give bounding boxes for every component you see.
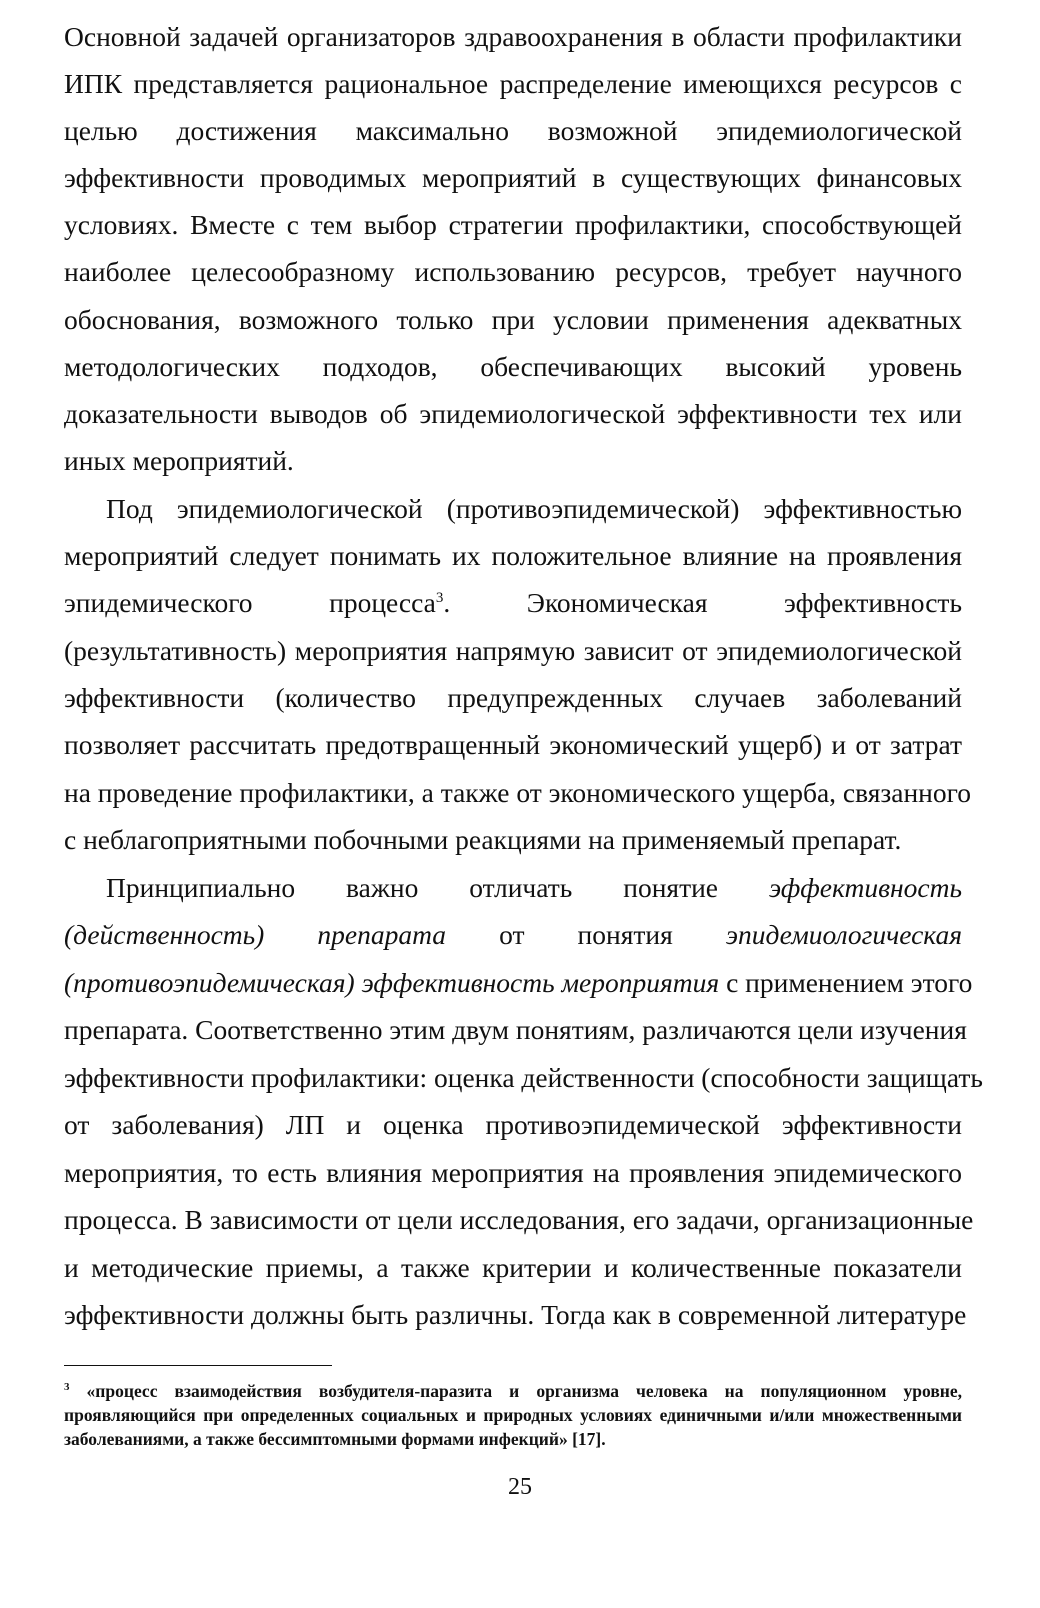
text-segment: эпидемического процесса xyxy=(64,587,436,618)
footnote-marker: 3 xyxy=(64,1381,70,1394)
text-line: методологических подходов, обеспечивающих высокий уровень xyxy=(64,351,962,382)
text-line: мероприятий следует понимать их положительное влияние на проявления xyxy=(64,540,962,571)
footnote-line xyxy=(64,1380,962,1402)
footnote-reference: 3 xyxy=(435,589,444,606)
text-line: эффективности должны быть различны. Тогда как в современной литературе xyxy=(64,1299,967,1330)
text-line: мероприятия, то есть влияния мероприятия на проявления эпидемического xyxy=(64,1157,962,1188)
text-line: на проведение профилактики, а также от экономического ущерба, связанного xyxy=(64,777,971,808)
text-line: от заболевания) ЛП и оценка противоэпидемической эффективности xyxy=(64,1109,962,1140)
text-line xyxy=(64,920,962,950)
text-segment: Принципиально важно отличать понятие xyxy=(106,872,769,903)
text-line: ИПК представляется рациональное распределение имеющихся ресурсов с xyxy=(64,68,962,99)
italic-term: (действенность) препарата xyxy=(64,919,447,950)
footnote-separator xyxy=(64,1365,332,1366)
text-segment: . Экономическая эффективность xyxy=(443,587,962,618)
text-line: доказательности выводов об эпидемиологической эффективности тех или xyxy=(64,398,962,429)
text-line: препарата. Соответственно этим двум понятиям, различаются цели изучения xyxy=(64,1014,967,1045)
text-line: обоснования, возможного только при условии применения адекватных xyxy=(64,304,962,335)
text-line-with-footnote xyxy=(64,588,962,618)
text-line: условиях. Вместе с тем выбор стратегии профилактики, способствующей xyxy=(64,209,962,240)
text-line xyxy=(106,873,962,903)
footnote-text: «процесс взаимодействия возбудителя-паразита и организма человека на популяционном уровне, xyxy=(69,1381,962,1401)
text-segment: от понятия xyxy=(446,919,726,950)
text-line: эффективности проводимых мероприятий в существующих финансовых xyxy=(64,162,962,193)
text-line: наиболее целесообразному использованию ресурсов, требует научного xyxy=(64,256,962,287)
text-line xyxy=(64,967,973,998)
italic-term: эффективность xyxy=(768,872,962,903)
text-segment: с применением этого xyxy=(719,967,973,998)
page-number: 25 xyxy=(508,1474,532,1500)
text-line: целью достижения максимально возможной эпидемиологической xyxy=(64,115,962,146)
text-line: иных мероприятий. xyxy=(64,445,294,476)
footnote-line: проявляющийся при определенных социальных и природных условиях единичными и/или множественными xyxy=(64,1405,962,1425)
text-line: позволяет рассчитать предотвращенный экономический ущерб) и от затрат xyxy=(64,729,962,760)
text-line: Основной задачей организаторов здравоохранения в области профилактики xyxy=(64,21,962,52)
text-line: с неблагоприятными побочными реакциями на применяемый препарат. xyxy=(64,824,902,855)
text-line: Под эпидемиологической (противоэпидемической) эффективностью xyxy=(106,493,962,524)
text-line: эффективности профилактики: оценка действенности (способности защищать xyxy=(64,1062,983,1093)
footnote-line: заболеваниями, а также бессимптомными формами инфекций» [17]. xyxy=(64,1429,606,1449)
text-line: процесса. В зависимости от цели исследования, его задачи, организационные xyxy=(64,1204,974,1235)
text-line: эффективности (количество предупрежденных случаев заболеваний xyxy=(64,682,962,713)
italic-term: (противоэпидемическая) эффективность мероприятия xyxy=(64,967,720,998)
text-line: (результативность) мероприятия напрямую зависит от эпидемиологической xyxy=(64,635,962,666)
text-line: и методические приемы, а также критерии и количественные показатели xyxy=(64,1252,962,1283)
italic-term: эпидемиологическая xyxy=(725,919,963,950)
